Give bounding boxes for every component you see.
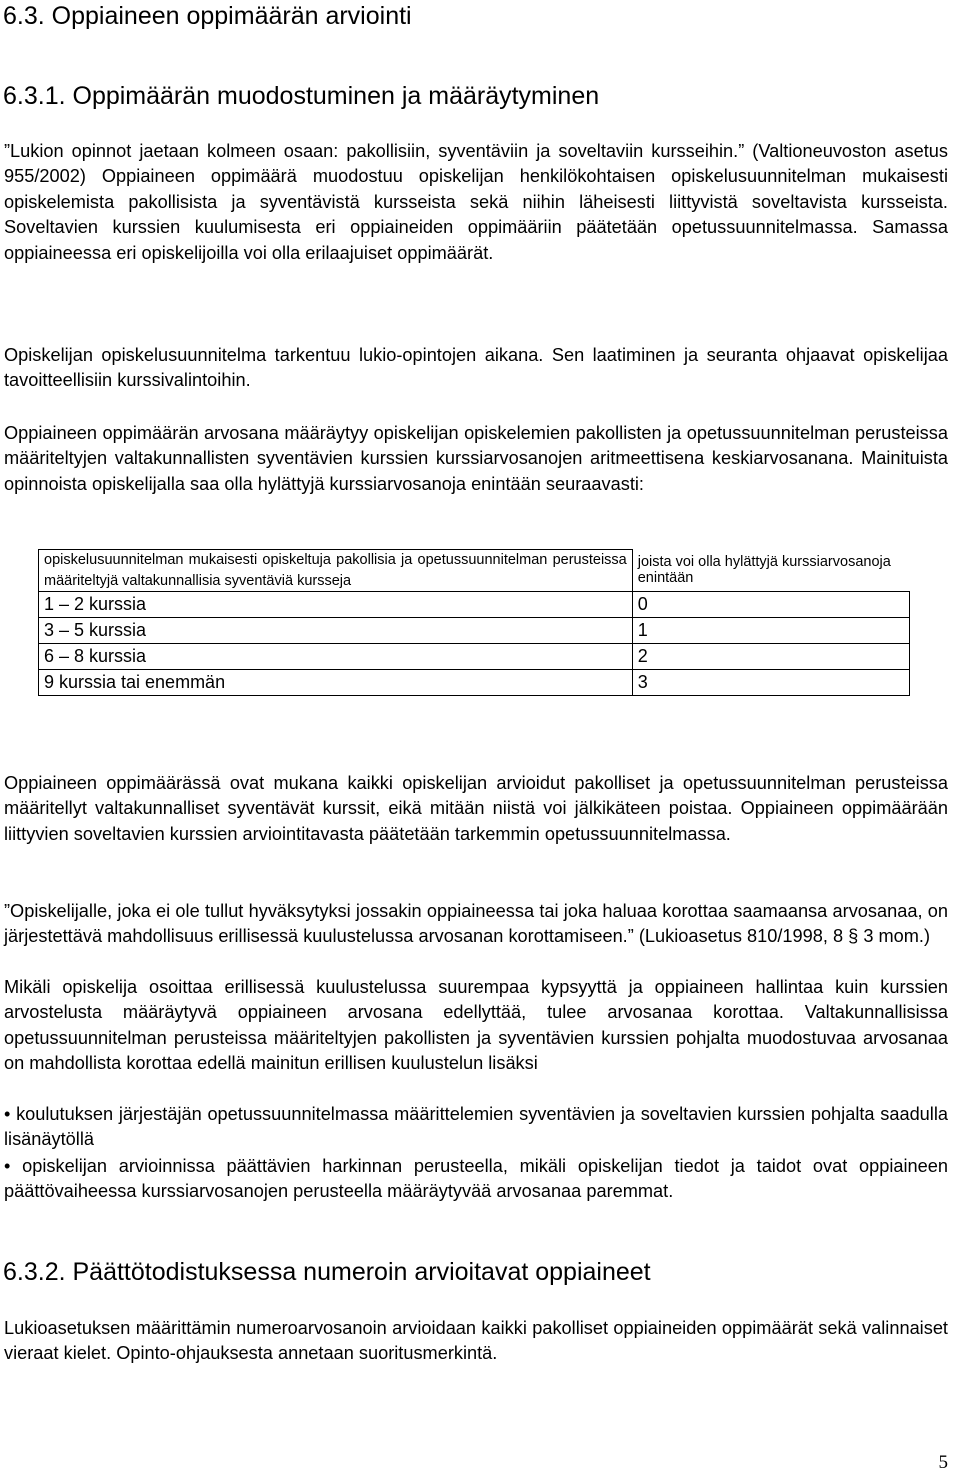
subsection-heading-6-3-1: 6.3.1. Oppimäärän muodostuminen ja määräytyminen — [3, 82, 600, 110]
table-cell-failed: 3 — [632, 670, 909, 696]
table-cell-courses: 3 – 5 kurssia — [39, 618, 633, 644]
table-row — [39, 592, 910, 618]
paragraph-course-structure: ”Lukion opinnot jaetaan kolmeen osaan: pakollisiin, syventäviin ja soveltaviin kursseihin.” (Valtioneuvoston asetus 955/2002) Oppiaineen oppimäärä muodostuu opiskelijan henkilökohtaisen opiskelusuunnitelman mukaisesti opiskelemista pakollisista ja syventävistä kursseista sekä niihin läheisesti liittyvistä soveltavista kursseista. Soveltavien kurssien kuulumisesta eri oppiaineiden oppimääriin päätetään opetussuunnitelmassa. Samassa oppiaineessa eri opiskelijoilla voi olla erilaajuiset oppimäärät. — [4, 141, 948, 263]
table-cell-courses: 1 – 2 kurssia — [39, 592, 633, 618]
table-row — [39, 644, 910, 670]
paragraph-decree-quote: ”Opiskelijalle, joka ei ole tullut hyväksytyksi jossakin oppiaineessa tai joka haluaa korottaa saamaansa arvosanaa, on järjestettävä mahdollisuus erillisessä kuulustelussa arvosanan korottamiseen.” (Lukioasetus 810/1998, 8 § 3 mom.) — [4, 901, 948, 947]
table-row — [39, 618, 910, 644]
table-header-courses: opiskelusuunnitelman mukaisesti opiskeltuja pakollisia ja opetussuunnitelman perusteissa määriteltyjä valtakunnallisia syventäviä kursseja — [39, 550, 633, 592]
paragraph-study-plan: Opiskelijan opiskelusuunnitelma tarkentuu lukio-opintojen aikana. Sen laatiminen ja seuranta ohjaavat opiskelijaa tavoitteellisiin kurssivalintoihin. — [4, 345, 948, 391]
page-number: 5 — [938, 1452, 948, 1473]
paragraph-grade-determination: Oppiaineen oppimäärän arvosana määräytyy opiskelijan opiskelemien pakollisten ja opetussuunnitelman perusteissa määriteltyjen valtakunnallisten syventävien kurssien kurssiarvosanojen aritmeettisena keskiarvosanana. Mainituista opinnoista opiskelijalla saa olla hylättyjä kurssiarvosanoja enintään seuraavasti: — [4, 423, 948, 494]
table-row — [39, 670, 910, 696]
table-cell-failed: 2 — [632, 644, 909, 670]
table-header-failed-allowed: joista voi olla hylättyjä kurssiarvosanoja enintään — [637, 554, 891, 587]
table-cell-failed: 1 — [632, 618, 909, 644]
paragraph-numeric-grading: Lukioasetuksen määrittämin numeroarvosanoin arvioidaan kaikki pakolliset oppiaineiden oppimäärät sekä valinnaiset vieraat kielet. Opinto-ohjauksesta annetaan suoritusmerkintä. — [4, 1318, 948, 1364]
failed-grades-table — [38, 549, 910, 696]
table-cell-courses: 6 – 8 kurssia — [39, 644, 633, 670]
table-header-row — [39, 550, 910, 592]
table-cell-courses: 9 kurssia tai enemmän — [39, 670, 633, 696]
table-cell-failed: 0 — [632, 592, 909, 618]
bullet-item-extra-demonstration: • koulutuksen järjestäjän opetussuunnitelmassa määrittelemien syventävien ja soveltavien kurssien pohjalta saadulla lisänäytöllä — [4, 1104, 948, 1150]
section-heading-6-3: 6.3. Oppiaineen oppimäärän arviointi — [3, 2, 412, 30]
paragraph-included-courses: Oppiaineen oppimäärässä ovat mukana kaikki opiskelijan arvioidut pakolliset ja opetussuunnitelman perusteissa määritellyt valtakunnalliset syventävät kurssit, eikä mitään niistä voi jälkikäteen poistaa. Oppiaineen oppimäärään liittyvien soveltavien kurssien arviointitavasta päätetään tarkemmin opetussuunnitelmassa. — [4, 773, 948, 844]
bullet-item-teacher-judgement: • opiskelijan arvioinnissa päättävien harkinnan perusteella, mikäli opiskelijan tiedot ja taidot ovat oppiaineen päättövaiheessa kurssiarvosanojen perusteella määräytyvää arvosanaa paremmat. — [4, 1156, 948, 1202]
paragraph-grade-raise: Mikäli opiskelija osoittaa erillisessä kuulustelussa suurempaa kypsyyttä ja oppiaineen hallintaa kuin kurssien arvostelusta määräytyvä oppiaineen arvosana edellyttää, tulee arvosanaa korottaa. Valtakunnallisissa opetussuunnitelman perusteissa määriteltyjen pakollisten ja syventävien kurssien pohjalta muodostuvaa arvosanaa on mahdollista korottaa edellä mainitun erillisen kuulustelun lisäksi — [4, 977, 948, 1074]
subsection-heading-6-3-2: 6.3.2. Päättötodistuksessa numeroin arvioitavat oppiaineet — [3, 1258, 651, 1286]
